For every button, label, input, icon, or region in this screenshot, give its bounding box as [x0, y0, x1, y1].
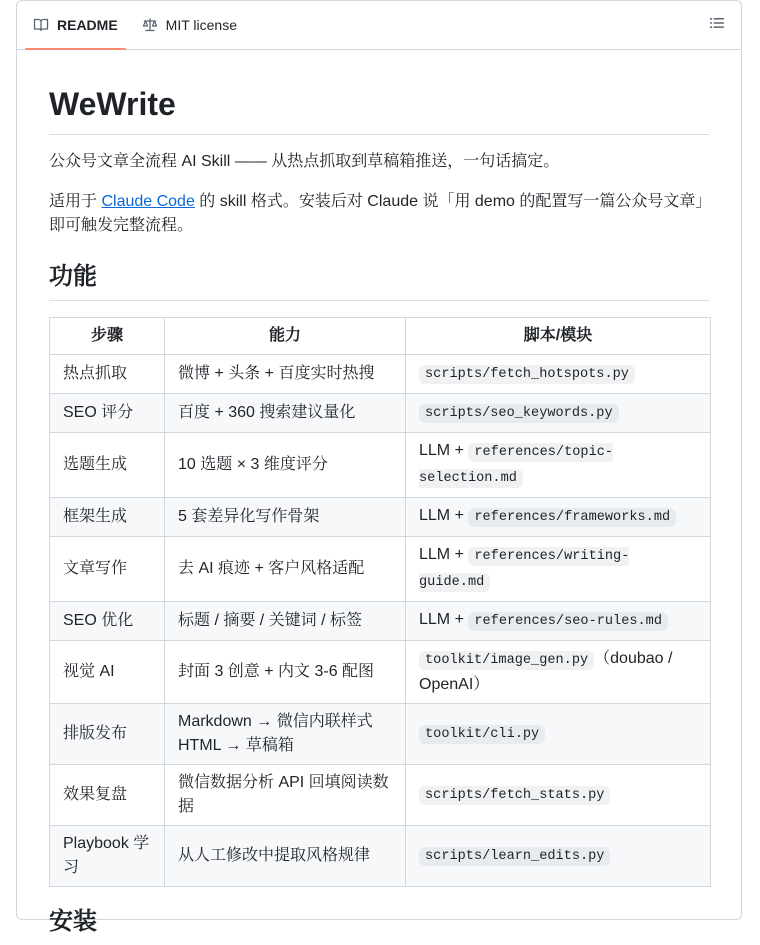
cell-capability: 10 选题 × 3 维度评分	[165, 433, 406, 498]
cell-capability: 百度 + 360 搜索建议量化	[165, 394, 406, 433]
module-path: scripts/fetch_hotspots.py	[419, 365, 635, 384]
cell-module	[406, 433, 711, 498]
cell-module	[406, 704, 711, 765]
table-row	[50, 433, 711, 498]
cell-capability: 微信数据分析 API 回填阅读数据	[165, 765, 406, 826]
header-module: 脚本/模块	[406, 318, 711, 355]
install-heading: 安装	[49, 908, 97, 935]
intro-paragraph: 公众号文章全流程 AI Skill —— 从热点抓取到草稿箱推送，一句话搞定。	[49, 153, 560, 170]
cell-step: SEO 评分	[50, 394, 165, 433]
tab-license-label: MIT license	[165, 17, 237, 33]
table-row	[50, 602, 711, 641]
cell-step: 框架生成	[50, 498, 165, 537]
module-path: toolkit/image_gen.py	[419, 651, 594, 670]
list-unordered-icon	[709, 15, 725, 36]
module-prefix: LLM +	[419, 611, 469, 628]
module-path: scripts/seo_keywords.py	[419, 404, 619, 423]
claude-code-link[interactable]: Claude Code	[101, 193, 195, 210]
table-row	[50, 394, 711, 433]
module-path: references/topic-selection.md	[419, 445, 614, 486]
features-heading: 功能	[49, 262, 709, 301]
cell-step: 热点抓取	[50, 355, 165, 394]
cell-capability: 从人工修改中提取风格规律	[165, 826, 406, 887]
module-path: toolkit/cli.py	[419, 725, 545, 744]
table-row	[50, 704, 711, 765]
cell-module	[406, 602, 711, 641]
usage-text-before: 适用于	[49, 193, 102, 210]
module-prefix: LLM +	[419, 442, 469, 459]
table-header-row	[50, 318, 711, 355]
module-path: scripts/fetch_stats.py	[419, 786, 610, 805]
readme-panel	[16, 0, 742, 935]
tab-readme-label: README	[57, 17, 118, 33]
features-table	[49, 317, 711, 887]
cell-step: 视觉 AI	[50, 641, 165, 704]
cell-module	[406, 826, 711, 887]
cell-capability: 微博 + 头条 + 百度实时热搜	[165, 355, 406, 394]
module-prefix: LLM +	[419, 507, 469, 524]
cell-module	[406, 641, 711, 704]
table-row	[50, 765, 711, 826]
cell-capability: 去 AI 痕迹 + 客户风格适配	[165, 537, 406, 602]
cell-module	[406, 355, 711, 394]
usage-text-after: 的 skill 格式。安装后对 Claude 说「用 demo 的配置写一篇公众号文章」即可触发完整流程。	[49, 193, 704, 234]
cell-capability: 封面 3 创意 + 内文 3-6 配图	[165, 641, 406, 704]
page-title: WeWrite	[49, 84, 709, 135]
table-row	[50, 537, 711, 602]
usage-paragraph	[49, 190, 709, 238]
cell-step: 选题生成	[50, 433, 165, 498]
readme-content	[17, 84, 741, 945]
tab-license[interactable]	[134, 1, 245, 49]
cell-capability: 标题 / 摘要 / 关键词 / 标签	[165, 602, 406, 641]
cell-module	[406, 537, 711, 602]
module-suffix: （doubao / OpenAI）	[419, 650, 673, 693]
cell-step: SEO 优化	[50, 602, 165, 641]
cell-step: Playbook 学习	[50, 826, 165, 887]
tab-readme[interactable]	[25, 1, 126, 49]
outline-menu-button[interactable]	[707, 15, 727, 35]
readme-tabbar	[17, 1, 741, 50]
table-row	[50, 641, 711, 704]
module-prefix: LLM +	[419, 546, 469, 563]
book-icon	[33, 17, 49, 33]
header-step: 步骤	[50, 318, 165, 355]
cell-module	[406, 498, 711, 537]
cell-capability: 5 套差异化写作骨架	[165, 498, 406, 537]
table-row	[50, 826, 711, 887]
cell-step: 文章写作	[50, 537, 165, 602]
module-path: references/frameworks.md	[468, 508, 676, 527]
cell-step: 效果复盘	[50, 765, 165, 826]
cell-module	[406, 394, 711, 433]
table-row	[50, 355, 711, 394]
header-capability: 能力	[165, 318, 406, 355]
module-path: references/writing-guide.md	[419, 549, 630, 590]
cell-capability: Markdown → 微信内联样式 HTML → 草稿箱	[165, 704, 406, 765]
cell-module	[406, 765, 711, 826]
law-scale-icon	[142, 17, 158, 33]
table-row	[50, 498, 711, 537]
module-path: references/seo-rules.md	[468, 612, 668, 631]
module-path: scripts/learn_edits.py	[419, 847, 610, 866]
cell-step: 排版发布	[50, 704, 165, 765]
